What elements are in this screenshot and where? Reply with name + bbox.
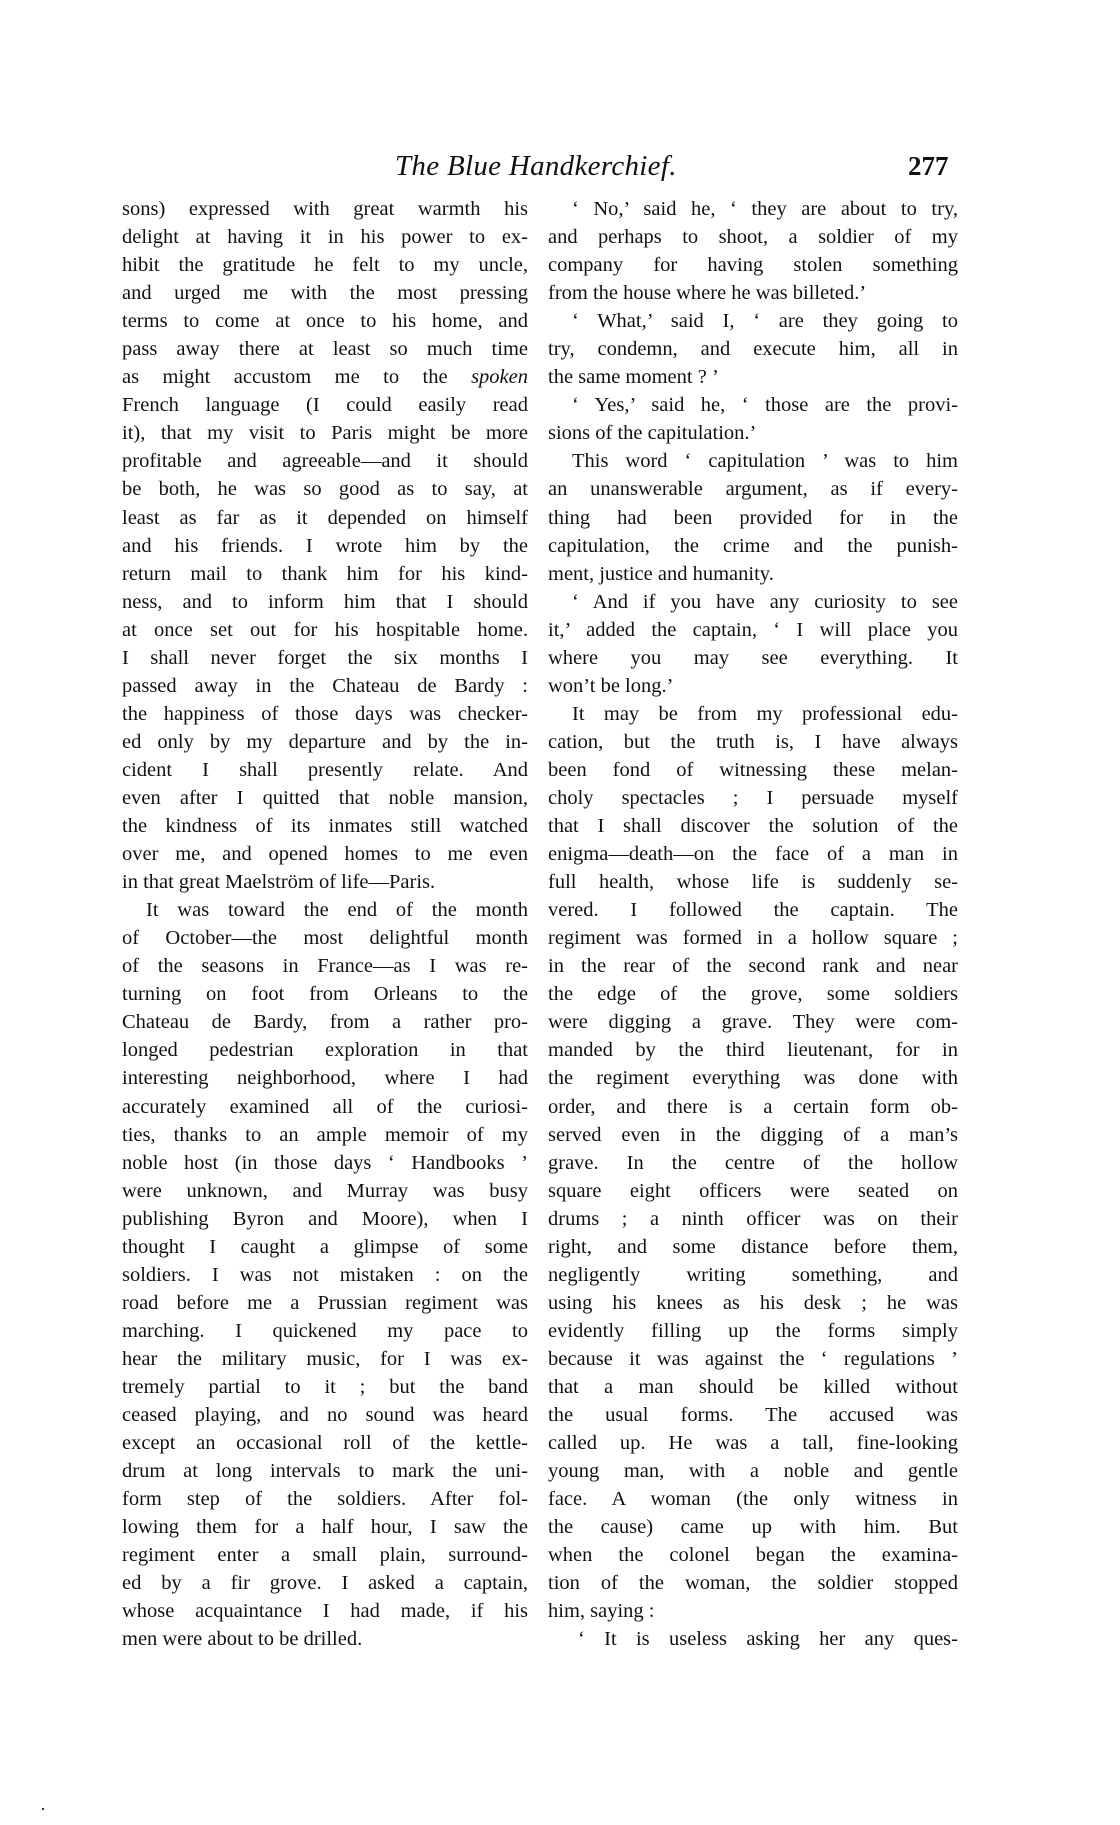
text-line: regiment enter a small plain, surround- xyxy=(122,1544,528,1567)
text-line: negligently writing something, and xyxy=(548,1263,958,1286)
page-number: 277 xyxy=(908,151,949,181)
text-line: whose acquaintance I had made, if his xyxy=(122,1600,528,1623)
text-line: him, saying : xyxy=(548,1600,655,1623)
paragraph-start-line: It may be from my professional edu- xyxy=(572,702,958,725)
text-line: and his friends. I wrote him by the xyxy=(122,534,528,557)
text-line: that a man should be killed without xyxy=(548,1375,958,1398)
text-line: try, condemn, and execute him, all in xyxy=(548,338,958,361)
text-line: marching. I quickened my pace to xyxy=(122,1319,528,1342)
text-line: and urged me with the most pressing xyxy=(122,282,528,305)
text-line: profitable and agreeable—and it should xyxy=(122,450,528,473)
paragraph-start-line: ‘ What,’ said I, ‘ are they going to xyxy=(572,310,958,333)
text-line: that I shall discover the solution of the xyxy=(548,815,958,838)
italic-word: spoken xyxy=(471,366,528,389)
text-line: turning on foot from Orleans to the xyxy=(122,983,528,1006)
text-line: served even in the digging of a man’s xyxy=(548,1123,958,1146)
text-line: evidently filling up the forms simply xyxy=(548,1319,958,1342)
text-line: from the house where he was billeted.’ xyxy=(548,282,867,305)
text-line: face. A woman (the only witness in xyxy=(548,1488,958,1511)
text-line: passed away in the Chateau de Bardy : xyxy=(122,674,528,697)
right-column xyxy=(548,195,958,1653)
text-line: publishing Byron and Moore), when I xyxy=(122,1207,528,1230)
text-line: sions of the capitulation.’ xyxy=(548,422,757,445)
left-column xyxy=(122,195,528,1653)
text-line: where you may see everything. It xyxy=(548,646,958,669)
text-line: interesting neighborhood, where I had xyxy=(122,1067,528,1090)
text-line: hibit the gratitude he felt to my uncle, xyxy=(122,254,528,277)
text-line: cation, but the truth is, I have always xyxy=(548,730,958,753)
text-line: noble host (in those days ‘ Handbooks ’ xyxy=(122,1151,528,1174)
text-line: over me, and opened homes to me even xyxy=(122,843,528,866)
text-line: been fond of witnessing these melan- xyxy=(548,758,958,781)
text-line: ment, justice and humanity. xyxy=(548,562,774,585)
text-line: longed pedestrian exploration in that xyxy=(122,1039,528,1062)
text-line: choly spectacles ; I persuade myself xyxy=(548,786,958,809)
text-line: in that great Maelström of life—Paris. xyxy=(122,871,436,894)
scan-speck xyxy=(42,1808,44,1810)
paragraph-start-line: ‘ Yes,’ said he, ‘ those are the provi- xyxy=(572,394,958,417)
text-line: of the seasons in France—as I was re- xyxy=(122,955,528,978)
text-line: regiment was formed in a hollow square ; xyxy=(548,927,958,950)
text-line: ed by a fir grove. I asked a captain, xyxy=(122,1572,528,1595)
text-line: grave. In the centre of the hollow xyxy=(548,1151,958,1174)
text-line: ties, thanks to an ample memoir of my xyxy=(122,1123,528,1146)
text-line: be both, he was so good as to say, at xyxy=(122,478,528,501)
text-line: the kindness of its inmates still watched xyxy=(122,815,528,838)
text-line: were digging a grave. They were com- xyxy=(548,1011,958,1034)
text-line: right, and some distance before them, xyxy=(548,1235,958,1258)
text-line: vered. I followed the captain. The xyxy=(548,899,958,922)
text-line: tremely partial to it ; but the band xyxy=(122,1375,528,1398)
text-line: French language (I could easily read xyxy=(122,394,528,417)
text-line: capitulation, the crime and the punish- xyxy=(548,534,958,557)
text-line: the happiness of those days was checker- xyxy=(122,702,528,725)
text-line: square eight officers were seated on xyxy=(548,1179,958,1202)
text-line: ness, and to inform him that I should xyxy=(122,590,528,613)
text-line: sons) expressed with great warmth his xyxy=(122,198,528,220)
text-line: form step of the soldiers. After fol- xyxy=(122,1488,528,1511)
text-line: thing had been provided for in the xyxy=(548,506,958,529)
text-line: enigma—death—on the face of a man in xyxy=(548,843,958,866)
text-line: tion of the woman, the soldier stopped xyxy=(548,1572,958,1595)
text-line: it,’ added the captain, ‘ I will place you xyxy=(548,618,958,641)
text-line: thought I caught a glimpse of some xyxy=(122,1235,528,1258)
text-line: I shall never forget the six months I xyxy=(122,646,528,669)
paragraph-start-line: ‘ And if you have any curiosity to see xyxy=(572,590,958,613)
text-line: called up. He was a tall, fine-looking xyxy=(548,1432,958,1455)
text-line: Chateau de Bardy, from a rather pro- xyxy=(122,1011,528,1034)
running-title: The Blue Handkerchief. xyxy=(395,150,677,182)
paragraph-start-line: ‘ No,’ said he, ‘ they are about to try, xyxy=(572,198,958,220)
text-line: ceased playing, and no sound was heard xyxy=(122,1404,528,1427)
text-line: and perhaps to shoot, a soldier of my xyxy=(548,226,958,249)
text-line: of October—the most delightful month xyxy=(122,927,528,950)
text-line: drums ; a ninth officer was on their xyxy=(548,1207,958,1230)
text-line: it), that my visit to Paris might be more xyxy=(122,422,528,445)
text-line: except an occasional roll of the kettle- xyxy=(122,1432,528,1455)
text-line: at once set out for his hospitable home. xyxy=(122,618,528,641)
text-line: lowing them for a half hour, I saw the xyxy=(122,1516,528,1539)
text-line: cident I shall presently relate. And xyxy=(122,758,528,781)
text-line: hear the military music, for I was ex- xyxy=(122,1347,528,1370)
text-line: men were about to be drilled. xyxy=(122,1628,363,1651)
text-line: order, and there is a certain form ob- xyxy=(548,1095,958,1118)
text-line xyxy=(122,363,528,391)
text-line: an unanswerable argument, as if every- xyxy=(548,478,958,501)
paragraph-start-line: It was toward the end of the month xyxy=(146,899,528,922)
text-line: ed only by my departure and by the in- xyxy=(122,730,528,753)
text-line: the edge of the grove, some soldiers xyxy=(548,983,958,1006)
text-line: road before me a Prussian regiment was xyxy=(122,1291,528,1314)
running-head xyxy=(0,150,1120,190)
text-line: terms to come at once to his home, and xyxy=(122,310,528,333)
text-line: soldiers. I was not mistaken : on the xyxy=(122,1263,528,1286)
text-line: the regiment everything was done with xyxy=(548,1067,958,1090)
text-line: least as far as it depended on himself xyxy=(122,506,528,529)
text-line: won’t be long.’ xyxy=(548,674,674,697)
text-line: the same moment ? ’ xyxy=(548,366,719,389)
text-line: when the colonel began the examina- xyxy=(548,1544,958,1567)
text-line: even after I quitted that noble mansion, xyxy=(122,786,528,809)
paragraph-start-line: ‘ It is useless asking her any ques- xyxy=(578,1628,958,1651)
text-line: delight at having it in his power to ex- xyxy=(122,226,528,249)
text-line: company for having stolen something xyxy=(548,254,958,277)
text-line: in the rear of the second rank and near xyxy=(548,955,958,978)
text-line: were unknown, and Murray was busy xyxy=(122,1179,528,1202)
text-line: drum at long intervals to mark the uni- xyxy=(122,1460,528,1483)
text-line: manded by the third lieutenant, for in xyxy=(548,1039,958,1062)
text-line: pass away there at least so much time xyxy=(122,338,528,361)
text-line: the usual forms. The accused was xyxy=(548,1404,958,1427)
text-line: the cause) came up with him. But xyxy=(548,1516,958,1539)
text-line: full health, whose life is suddenly se- xyxy=(548,871,958,894)
text-line: young man, with a noble and gentle xyxy=(548,1460,958,1483)
text-line: return mail to thank him for his kind- xyxy=(122,562,528,585)
text-run: as might accustom me to the xyxy=(122,366,472,389)
paragraph-start-line: This word ‘ capitulation ’ was to him xyxy=(572,450,958,473)
text-line: using his knees as his desk ; he was xyxy=(548,1291,958,1314)
text-line: because it was against the ‘ regulations ’ xyxy=(548,1347,958,1370)
text-line: accurately examined all of the curiosi- xyxy=(122,1095,528,1118)
